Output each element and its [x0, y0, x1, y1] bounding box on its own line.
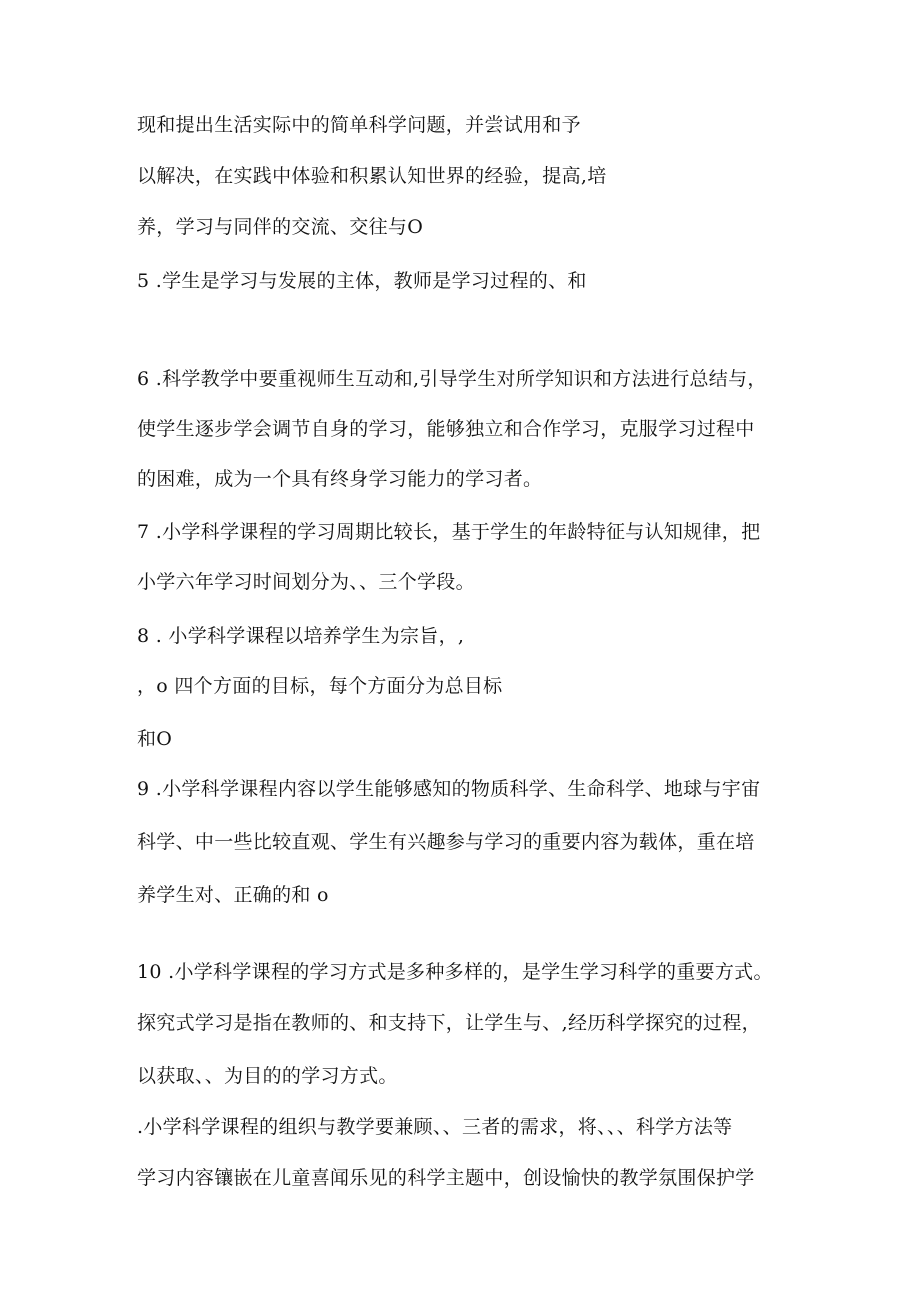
text-line: 10 .小学科学课程的学习方式是多种多样的，是学生学习科学的重要方式。	[137, 961, 773, 983]
text-line: 6 .科学教学中要重视师生互动和,引导学生对所学知识和方法进行总结与，	[137, 368, 767, 390]
text-line: 8 . 小学科学课程以培养学生为宗旨，,	[137, 625, 465, 647]
text-line: .小学科学课程的组织与教学要兼顾、、三者的需求，将、、、科学方法等	[137, 1116, 733, 1138]
text-line: ，o 四个方面的目标，每个方面分为总目标	[137, 675, 503, 697]
text-line: 使学生逐步学会调节自身的学习，能够独立和合作学习，克服学习过程中	[137, 418, 755, 440]
text-line: 5 .学生是学习与发展的主体，教师是学习过程的、和	[137, 270, 587, 292]
text-line: 养学生对、正确的和 o	[137, 884, 329, 906]
text-line: 以获取、、为目的的学习方式。	[137, 1065, 398, 1087]
text-line: 小学六年学习时间划分为、、三个学段。	[137, 571, 475, 593]
text-line: 学习内容镶嵌在儿童喜闻乐见的科学主题中，创设愉快的教学氛围保护学	[137, 1167, 755, 1189]
text-line: 现和提出生活实际中的简单科学问题，并尝试用和予	[137, 114, 581, 136]
text-line: 探究式学习是指在教师的、和支持下，让学生与、,经历科学探究的过程，	[137, 1012, 761, 1034]
text-line: 科学、中一些比较直观、学生有兴趣参与学习的重要内容为载体，重在培	[137, 831, 755, 853]
text-line: 7 .小学科学课程的学习周期比较长，基于学生的年龄特征与认知规律，把	[137, 521, 761, 543]
text-line: 和O	[137, 728, 173, 750]
text-line: 养，学习与同伴的交流、交往与O	[137, 216, 424, 238]
text-line: 的困难，成为一个具有终身学习能力的学习者。	[137, 468, 543, 490]
text-line: 以解决，在实践中体验和积累认知世界的经验，提高,培	[137, 165, 607, 187]
text-line: 9 .小学科学课程内容以学生能够感知的物质科学、生命科学、地球与宇宙	[137, 778, 761, 800]
